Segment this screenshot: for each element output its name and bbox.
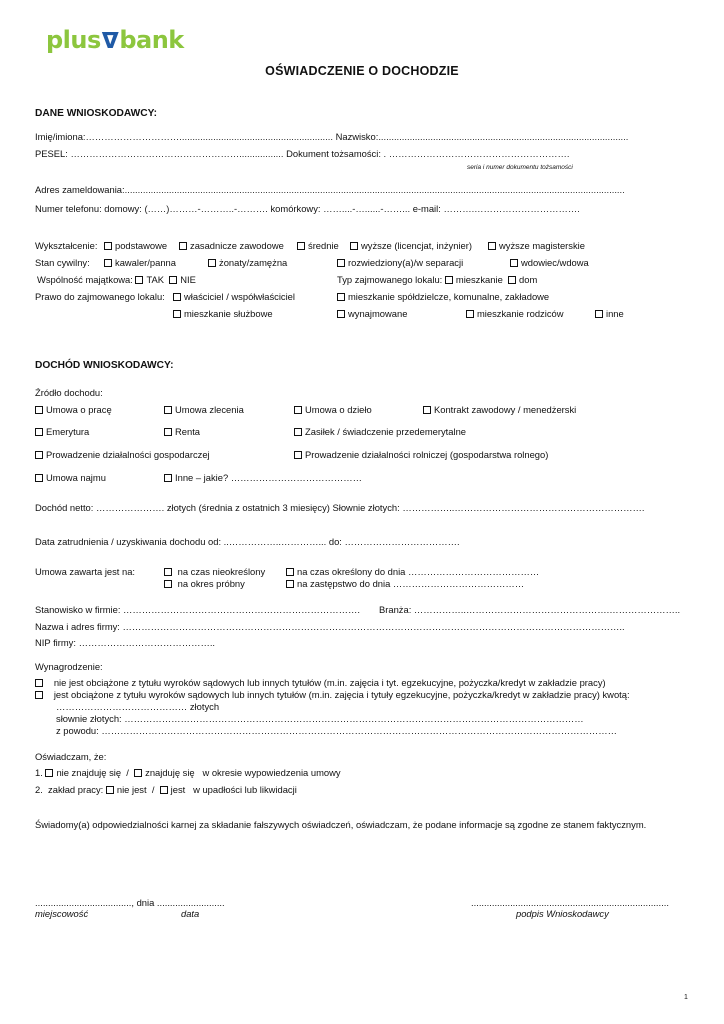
option-label: mieszkanie spółdzielcze, komunalne, zakładowe	[348, 291, 550, 302]
checkbox-icon[interactable]	[337, 293, 345, 301]
option-label: Prowadzenie działalności gospodarczej	[46, 449, 210, 460]
salary-reason-field[interactable]: z powodu: …………………………………………………………………………………………………………………………………………………	[56, 725, 617, 736]
checkbox-icon[interactable]	[164, 568, 172, 576]
checkbox-icon[interactable]	[337, 310, 345, 318]
residence-right-opt-1[interactable]	[173, 291, 295, 303]
option-label: dom	[519, 274, 538, 285]
source-opt-1[interactable]	[35, 404, 112, 416]
checkbox-icon[interactable]	[350, 242, 358, 250]
checkbox-icon[interactable]	[445, 276, 453, 284]
source-opt-7[interactable]	[294, 426, 466, 438]
pesel-field[interactable]: ……………………………………………….................	[70, 148, 284, 159]
address-row	[35, 184, 625, 196]
declare-label: Oświadczam, że:	[35, 751, 107, 762]
contract-opt-4[interactable]	[286, 578, 524, 590]
company-field[interactable]: Nazwa i adres firmy: ……………………………………………………………………………………………………………………………………………..	[35, 621, 625, 632]
id-document-label: Dokument tożsamości:	[286, 148, 381, 159]
option-label: wyższe (licencjat, inżynier)	[361, 240, 472, 251]
name-label: Imię/imiona:	[35, 131, 86, 142]
source-opt-10[interactable]	[35, 472, 106, 484]
option-label: nie jest obciążone z tytułu wyroków sądowych lub innych tytułów (m.in. zajęcia i tyt. egzekucyjne, pożyczka/kredyt w zakładzie pracy)	[53, 677, 606, 688]
source-opt-11[interactable]	[164, 472, 362, 484]
option-label: Umowa o pracę	[46, 404, 112, 415]
salary-words-field[interactable]: słownie złotych: …………………………………………………………………………………………………………………………………	[56, 713, 584, 724]
option-label: jest	[170, 784, 186, 795]
checkbox-icon[interactable]	[423, 406, 431, 414]
signature-field[interactable]: ............................................................................	[471, 897, 669, 908]
brand-logo	[46, 20, 184, 60]
education-opt-3[interactable]	[297, 240, 339, 252]
page-number: 1	[684, 994, 688, 1001]
education-opt-1[interactable]	[104, 240, 167, 252]
checkbox-icon[interactable]	[164, 474, 172, 482]
option-label: zasadnicze zawodowe	[190, 240, 284, 251]
checkbox-icon[interactable]	[294, 406, 302, 414]
checkbox-icon[interactable]	[508, 276, 516, 284]
education-opt-4[interactable]	[350, 240, 472, 252]
declare-item-2	[35, 784, 297, 796]
option-label: nie znajduję się	[56, 767, 122, 778]
checkbox-icon[interactable]	[164, 406, 172, 414]
checkbox-icon[interactable]	[160, 786, 168, 794]
option-label: wyższe magisterskie	[499, 240, 585, 251]
source-opt-2[interactable]	[164, 404, 244, 416]
option-label: na okres próbny	[177, 578, 245, 589]
residence-type-label: Typ zajmowanego lokalu:	[337, 274, 443, 285]
education-opt-5[interactable]	[488, 240, 585, 252]
source-opt-3[interactable]	[294, 404, 372, 416]
brand-name-part1: plus	[46, 26, 101, 54]
employment-date-field[interactable]: Data zatrudnienia / uzyskiwania dochodu od: ..……………..…………... do: ……………………………….	[35, 536, 460, 547]
name-field[interactable]: …………………………...........................................................	[85, 131, 333, 142]
item-number: 1.	[35, 767, 43, 778]
property-row	[37, 274, 196, 286]
item-number: 2.	[35, 784, 43, 795]
option-label: Renta	[175, 426, 201, 437]
checkbox-icon[interactable]	[104, 259, 112, 267]
checkbox-icon[interactable]	[337, 259, 345, 267]
civil-status-label: Stan cywilny:	[35, 257, 90, 268]
page-title: OŚWIADCZENIE O DOCHODZIE	[265, 64, 459, 78]
home-phone-label: Numer telefonu: domowy:	[35, 203, 142, 214]
option-label: Zasiłek / świadczenie przedemerytalne	[305, 426, 467, 437]
checkbox-icon[interactable]	[466, 310, 474, 318]
civil-opt-4[interactable]	[510, 257, 589, 269]
net-income-field[interactable]: Dochód netto: …………………. złotych (średnia z ostatnich 3 miesięcy) Słownie złotych: ……………..…………………………………………………….	[35, 502, 645, 513]
industry-field[interactable]: Branża: ……………..……………………………………….…………………..	[379, 604, 681, 615]
pesel-row	[35, 148, 569, 160]
checkbox-icon[interactable]	[35, 474, 43, 482]
mobile-phone-field[interactable]: ……....-…......-……...	[323, 203, 411, 214]
option-label: Umowa najmu	[46, 472, 106, 483]
checkbox-icon[interactable]	[135, 276, 143, 284]
source-opt-9[interactable]	[294, 449, 548, 461]
contract-opt-1[interactable]	[164, 566, 265, 578]
option-label: nie jest	[116, 784, 147, 795]
mobile-phone-label: komórkowy:	[270, 203, 321, 214]
residence-right-opt-2[interactable]	[337, 291, 549, 303]
option-label: mieszkanie rodziców	[477, 308, 564, 319]
option-label: Umowa o dzieło	[305, 404, 372, 415]
option-label: Inne – jakie? ……………………………………	[175, 472, 363, 483]
option-label: wdowiec/wdowa	[521, 257, 589, 268]
nip-field[interactable]: NIP firmy: ……………………………………..	[35, 637, 216, 648]
checkbox-icon[interactable]	[510, 259, 518, 267]
contract-opt-2[interactable]	[164, 578, 245, 590]
checkbox-icon[interactable]	[173, 310, 181, 318]
checkbox-icon[interactable]	[35, 691, 43, 699]
place-label: miejscowość	[35, 908, 89, 919]
residence-right-opt-5[interactable]	[466, 308, 564, 320]
email-field[interactable]: ……….…………………………….	[443, 203, 580, 214]
option-label: Kontrakt zawodowy / menedżerski	[434, 404, 577, 415]
residence-right-opt-4[interactable]	[337, 308, 407, 320]
source-opt-5[interactable]	[35, 426, 89, 438]
checkbox-icon[interactable]	[164, 428, 172, 436]
property-label: Wspólność majątkowa:	[37, 274, 133, 285]
option-label: kawaler/panna	[115, 257, 176, 268]
income-source-label: Źródło dochodu:	[35, 387, 103, 398]
salary-amount-field[interactable]: …………………………………… złotych	[56, 701, 220, 712]
option-label: wynajmowane	[348, 308, 408, 319]
salary-opt-2[interactable]	[35, 689, 630, 701]
checkbox-icon[interactable]	[297, 242, 305, 250]
email-label: e-mail:	[412, 203, 441, 214]
address-field[interactable]: ................................................................................................................................................................................................	[124, 184, 625, 195]
option-label: właściciel / współwłaściciel	[184, 291, 295, 302]
option-label: na czas nieokreślony	[177, 566, 266, 577]
option-label: na zastępstwo do dnia ……………………………………	[297, 578, 525, 589]
checkbox-icon[interactable]	[106, 786, 114, 794]
checkbox-icon[interactable]	[488, 242, 496, 250]
section-heading-applicant: DANE WNIOSKODAWCY:	[35, 108, 158, 119]
source-opt-6[interactable]	[164, 426, 200, 438]
checkbox-icon[interactable]	[179, 242, 187, 250]
salary-label: Wynagrodzenie:	[35, 661, 103, 672]
option-label: jest obciążone z tytułu wyroków sądowych lub innych tytułów (m.in. zajęcia i tytuły egzekucyjne, pożyczka/kredyt w zakładzie pracy) kwotą:	[53, 689, 630, 700]
checkbox-icon[interactable]	[104, 242, 112, 250]
option-label: Prowadzenie działalności rolniczej (gospodarstwa rolnego)	[305, 449, 549, 460]
checkbox-icon[interactable]	[173, 293, 181, 301]
checkbox-icon[interactable]	[294, 428, 302, 436]
checkbox-icon[interactable]	[45, 769, 53, 777]
option-label: NIE	[180, 274, 196, 285]
contract-opt-3[interactable]	[286, 566, 539, 578]
item-text: w okresie wypowiedzenia umowy	[202, 767, 341, 778]
option-label: rozwiedziony(a)/w separacji	[348, 257, 464, 268]
checkbox-icon[interactable]	[35, 679, 43, 687]
civil-opt-2[interactable]	[208, 257, 287, 269]
salary-opt-1[interactable]	[35, 677, 606, 689]
place-date-field[interactable]: ....................................., dnia ..........................	[35, 897, 225, 908]
checkbox-icon[interactable]	[595, 310, 603, 318]
item-text: zakład pracy:	[48, 784, 104, 795]
checkbox-icon[interactable]	[35, 428, 43, 436]
education-opt-2[interactable]	[179, 240, 284, 252]
section-heading-income: DOCHÓD WNIOSKODAWCY:	[35, 360, 174, 371]
contract-label: Umowa zawarta jest na:	[35, 566, 136, 577]
checkbox-icon[interactable]	[134, 769, 142, 777]
option-label: Umowa zlecenia	[175, 404, 244, 415]
source-opt-8[interactable]	[35, 449, 210, 461]
option-label: Emerytura	[46, 426, 90, 437]
name-row	[35, 131, 628, 143]
checkbox-icon[interactable]	[35, 451, 43, 459]
signature-label: podpis Wnioskodawcy	[516, 908, 609, 919]
checkbox-icon[interactable]	[286, 568, 294, 576]
id-document-field[interactable]: . ………………………………………………….	[383, 148, 570, 159]
checkbox-icon[interactable]	[208, 259, 216, 267]
residence-right-label: Prawo do zajmowanego lokalu:	[35, 291, 165, 302]
brand-name-part2: bank	[119, 26, 184, 54]
date-label: data	[181, 908, 200, 919]
declare-item-1	[35, 767, 341, 779]
phone-row	[35, 203, 580, 215]
liability-statement: Świadomy(a) odpowiedzialności karnej za składanie fałszywych oświadczeń, oświadczam, że podane informacje są zgodne ze stanem faktycznym.	[35, 819, 647, 830]
source-opt-4[interactable]	[423, 404, 576, 416]
separator: /	[126, 767, 129, 778]
position-field[interactable]: Stanowisko w firmie: ………………………………………………………………….	[35, 604, 361, 615]
option-label: średnie	[308, 240, 339, 251]
id-document-hint: seria i numer dokumentu tożsamości	[467, 164, 573, 171]
pesel-label: PESEL:	[35, 148, 68, 159]
surname-field[interactable]: ................................................................................................	[378, 131, 629, 142]
checkbox-icon[interactable]	[164, 580, 172, 588]
option-label: inne	[606, 308, 624, 319]
option-label: na czas określony do dnia ……………………………………	[297, 566, 540, 577]
option-label: znajduję się	[145, 767, 195, 778]
option-label: TAK	[146, 274, 165, 285]
option-label: mieszkanie	[455, 274, 503, 285]
checkbox-icon[interactable]	[286, 580, 294, 588]
civil-opt-1[interactable]	[104, 257, 176, 269]
brand-mark-icon: ᐁ	[101, 29, 119, 54]
address-label: Adres zameldowania:	[35, 184, 125, 195]
residence-type-row	[337, 274, 537, 286]
education-label: Wykształcenie:	[35, 240, 98, 251]
checkbox-icon[interactable]	[294, 451, 302, 459]
home-phone-field[interactable]: (……)………-………..-……….	[144, 203, 268, 214]
checkbox-icon[interactable]	[35, 406, 43, 414]
civil-opt-3[interactable]	[337, 257, 463, 269]
item-text: w upadłości lub likwidacji	[193, 784, 297, 795]
residence-right-opt-6[interactable]	[595, 308, 624, 320]
residence-right-opt-3[interactable]	[173, 308, 273, 320]
option-label: mieszkanie służbowe	[184, 308, 273, 319]
option-label: podstawowe	[115, 240, 168, 251]
option-label: żonaty/zamężna	[219, 257, 288, 268]
separator: /	[151, 784, 155, 795]
surname-label: Nazwisko:	[335, 131, 379, 142]
checkbox-icon[interactable]	[169, 276, 177, 284]
